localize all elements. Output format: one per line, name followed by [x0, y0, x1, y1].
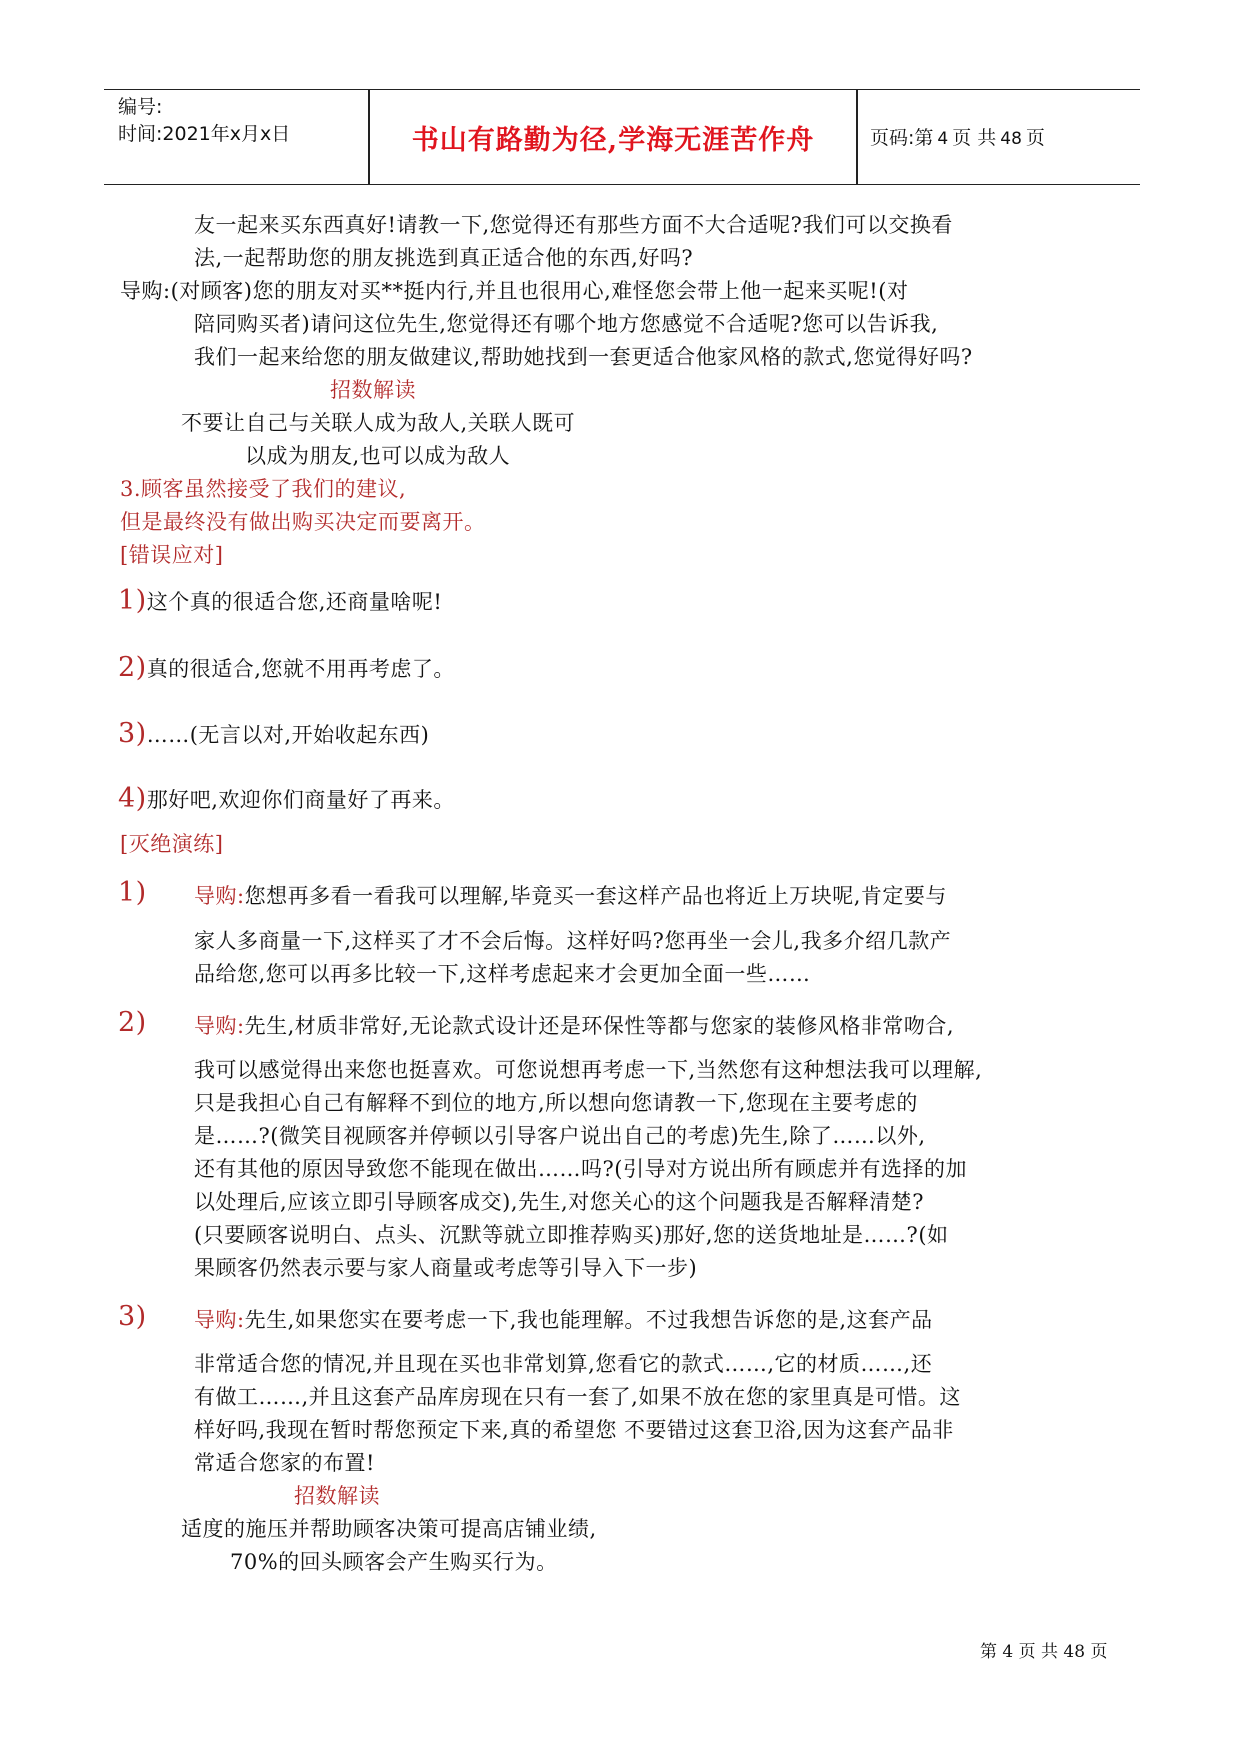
section-heading: 但是最终没有做出购买决定而要离开。	[120, 510, 486, 534]
drill-line: 有做工……,并且这套产品库房现在只有一套了,如果不放在您的家里真是可惜。这	[194, 1385, 961, 1409]
drill-line: 我可以感觉得出来您也挺喜欢。可您说想再考虑一下,当然您有这种想法我可以理解,	[194, 1058, 983, 1082]
paragraph-line: 导购:(对顾客)您的朋友对买**挺内行,并且也很用心,难怪您会带上他一起来买呢!(对	[120, 279, 909, 303]
interpretation-title: 招数解读	[330, 378, 416, 402]
drill-line: 样好吗,我现在暂时帮您预定下来,真的希望您 不要错过这套卫浴,因为这套产品非	[194, 1418, 954, 1442]
drill-line: (只要顾客说明白、点头、沉默等就立即推荐购买)那好,您的送货地址是……?(如	[194, 1223, 949, 1247]
list-text: ……(无言以对,开始收起东西)	[146, 723, 430, 747]
page-footer: 第 4 页 共 48 页	[980, 1642, 1108, 1662]
page-header	[104, 89, 1140, 185]
paragraph-line: 法,一起帮助您的朋友挑选到真正适合他的东西,好吗?	[194, 246, 694, 270]
header-meta	[118, 94, 290, 148]
page-label: 页码:第	[870, 127, 934, 149]
page-end: 页	[1025, 127, 1045, 149]
header-page-number	[870, 123, 1045, 150]
list-item	[118, 782, 455, 817]
interpretation-line: 以成为朋友,也可以成为敌人	[245, 444, 511, 468]
section-heading: 3.顾客虽然接受了我们的建议,	[120, 477, 407, 501]
drill-line	[194, 1304, 933, 1337]
list-number: 4)	[118, 783, 147, 814]
paragraph-line: 友一起来买东西真好!请教一下,您觉得还有那些方面不大合适呢?我们可以交换看	[194, 213, 953, 237]
drill-line: 品给您,您可以再多比较一下,这样考虑起来才会更加全面一些……	[194, 962, 811, 986]
drill-title: [灭绝演练]	[120, 832, 224, 856]
drill-line	[194, 1010, 954, 1043]
page-mid: 页 共	[952, 127, 997, 149]
drill-label: 导购:	[194, 884, 245, 908]
drill-line: 只是我担心自己有解释不到位的地方,所以想向您请教一下,您现在主要考虑的	[194, 1091, 918, 1115]
page-num: 4	[937, 129, 949, 149]
list-item	[118, 717, 429, 752]
drill-line: 以处理后,应该立即引导顾客成交),先生,对您关心的这个问题我是否解释清楚?	[194, 1190, 924, 1214]
list-number: 3)	[118, 718, 147, 749]
list-number: 1)	[118, 585, 147, 616]
drill-number: 2)	[118, 1007, 147, 1038]
drill-number: 1)	[118, 877, 147, 908]
header-motto: 书山有路勤为径,学海无涯苦作舟	[411, 125, 815, 156]
header-divider	[856, 90, 858, 184]
time-label: 时间:2021年x月x日	[118, 123, 291, 145]
drill-line: 果顾客仍然表示要与家人商量或考虑等引导入下一步)	[194, 1256, 698, 1280]
drill-line: 家人多商量一下,这样买了才不会后悔。这样好吗?您再坐一会儿,我多介绍几款产	[194, 929, 952, 953]
drill-number: 3)	[118, 1301, 147, 1332]
drill-text: 先生,如果您实在要考虑一下,我也能理解。不过我想告诉您的是,这套产品	[244, 1308, 933, 1332]
drill-text: 您想再多看一看我可以理解,毕竟买一套这样产品也将近上万块呢,肯定要与	[244, 884, 947, 908]
drill-line	[194, 880, 947, 913]
drill-line: 是……?(微笑目视顾客并停顿以引导客户说出自己的考虑)先生,除了……以外,	[194, 1124, 926, 1148]
drill-text: 先生,材质非常好,无论款式设计还是环保性等都与您家的装修风格非常吻合,	[244, 1014, 955, 1038]
list-text: 真的很适合,您就不用再考虑了。	[146, 657, 455, 681]
list-text: 这个真的很适合您,还商量啥呢!	[146, 590, 443, 614]
drill-label: 导购:	[194, 1308, 245, 1332]
paragraph-line: 我们一起来给您的朋友做建议,帮助她找到一套更适合他家风格的款式,您觉得好吗?	[194, 345, 973, 369]
interpretation-line: 不要让自己与关联人成为敌人,关联人既可	[181, 411, 576, 435]
list-number: 2)	[118, 652, 147, 683]
code-label: 编号:	[118, 96, 163, 118]
paragraph-line: 陪同购买者)请问这位先生,您觉得还有哪个地方您感觉不合适呢?您可以告诉我,	[194, 312, 939, 336]
interpretation-line: 70%的回头顾客会产生购买行为。	[230, 1550, 558, 1574]
list-item	[118, 584, 442, 619]
list-text: 那好吧,欢迎你们商量好了再来。	[146, 788, 455, 812]
list-item	[118, 651, 455, 686]
drill-line: 常适合您家的布置!	[194, 1451, 375, 1475]
page-total: 48	[1000, 129, 1022, 149]
wrong-response-title: [错误应对]	[120, 543, 224, 567]
drill-line: 还有其他的原因导致您不能现在做出……吗?(引导对方说出所有顾虑并有选择的加	[194, 1157, 967, 1181]
interpretation-title: 招数解读	[294, 1484, 380, 1508]
drill-label: 导购:	[194, 1014, 245, 1038]
interpretation-line: 适度的施压并帮助顾客决策可提高店铺业绩,	[181, 1517, 597, 1541]
drill-line: 非常适合您的情况,并且现在买也非常划算,您看它的款式……,它的材质……,还	[194, 1352, 933, 1376]
